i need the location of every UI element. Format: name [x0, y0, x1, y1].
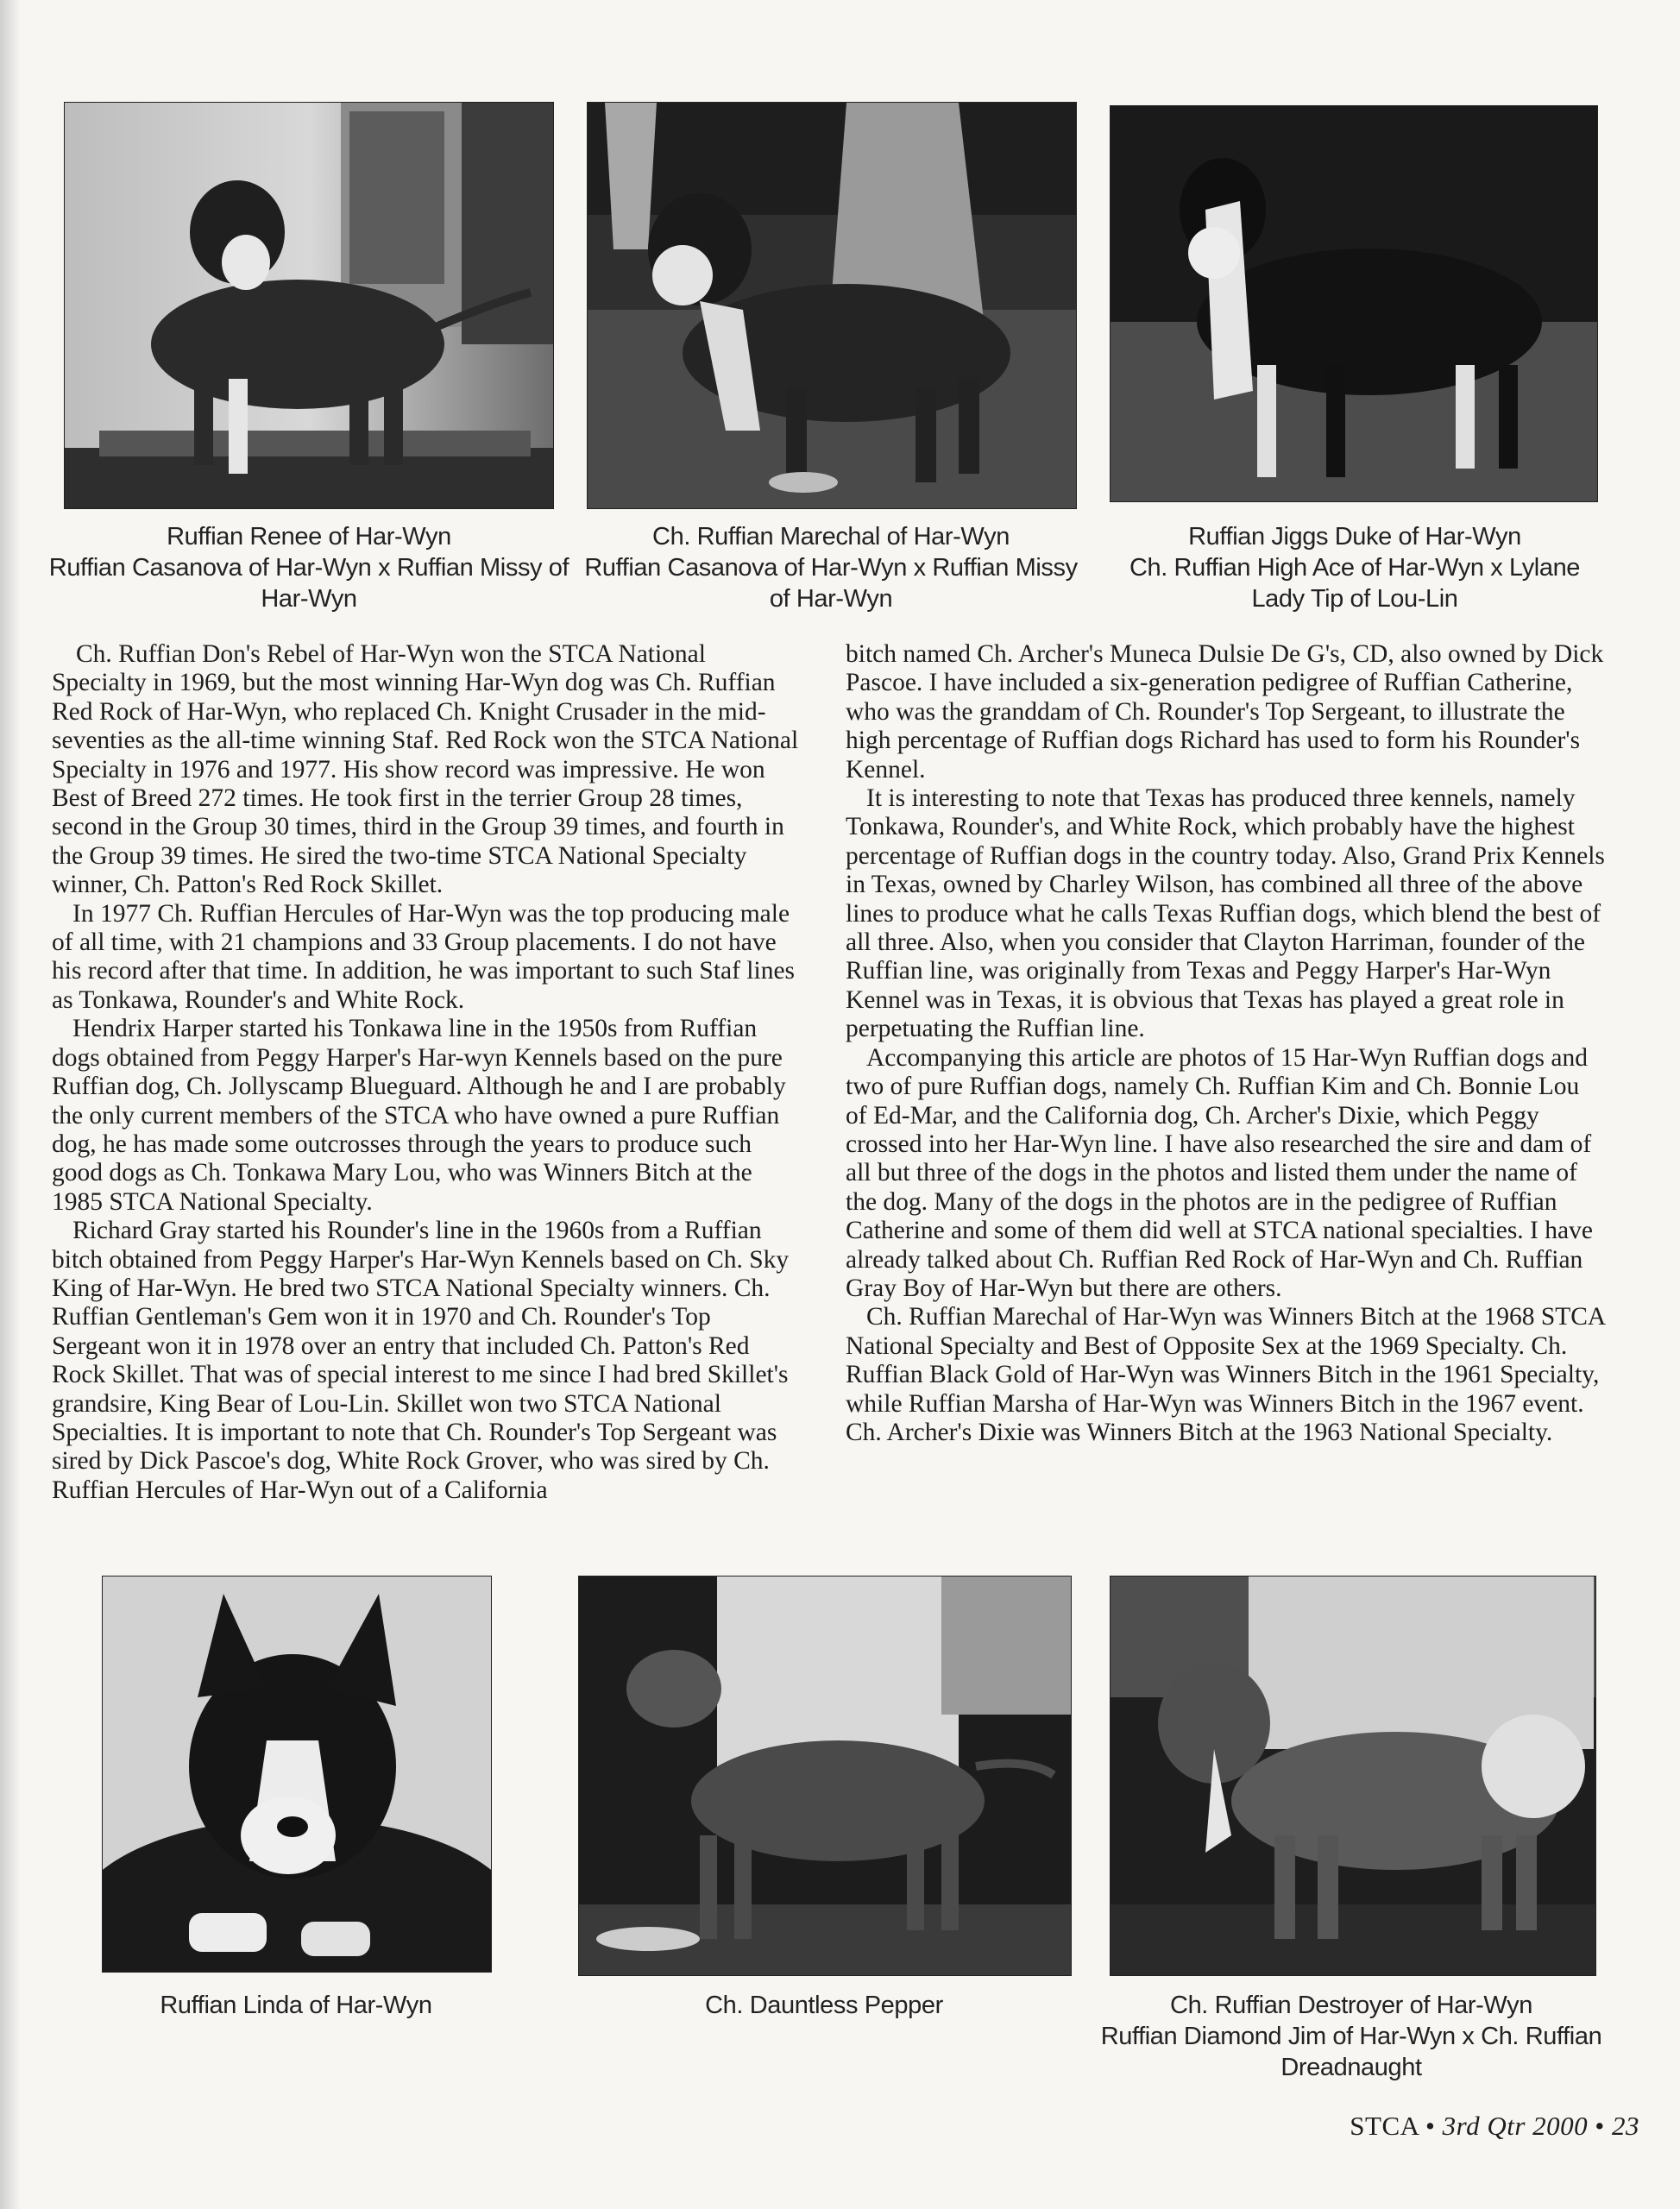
page-binding-shadow	[0, 0, 21, 2209]
caption-pedigree: Ch. Ruffian High Ace of Har-Wyn x Lylane Lady Tip of Lou-Lin	[1129, 554, 1581, 613]
caption-photo-6	[1092, 1990, 1610, 2083]
caption-photo-4	[95, 1990, 497, 2021]
footer-magazine: STCA	[1350, 2111, 1419, 2141]
photo-ruffian-jiggs-duke	[1110, 105, 1598, 502]
caption-pedigree: Ruffian Casanova of Har-Wyn x Ruffian Missy of Har-Wyn	[584, 554, 1078, 613]
footer-separator: •	[1425, 2111, 1436, 2141]
dog-photo-image	[588, 103, 1076, 508]
caption-photo-1	[43, 521, 575, 614]
photo-dauntless-pepper	[578, 1576, 1072, 1976]
caption-title: Ruffian Renee of Har-Wyn	[167, 523, 451, 551]
paragraph: Ch. Ruffian Don's Rebel of Har-Wyn won the STCA National Specialty in 1969, but the most winning Har-Wyn dog was Ch. Ruffian Red Rock of Har-Wyn, who replaced Ch. Knight Crusader in the mid-seventies as the all-time winning Staf. Red Rock won the STCA National Specialty in 1976 and 1977. His show record was impressive. He won Best of Breed 272 times. He took first in the terrier Group 28 times, second in the Group 30 times, third in the Group 39 times, and fourth in the Group 39 times. He sired the two-time STCA National Specialty winner, Ch. Patton's Red Rock Skillet.	[52, 640, 799, 899]
caption-pedigree: Ruffian Diamond Jim of Har-Wyn x Ch. Ruffian Dreadnaught	[1100, 2023, 1602, 2081]
photo-ruffian-marechal	[587, 102, 1077, 509]
article-right-column	[846, 640, 1605, 1447]
caption-title: Ruffian Jiggs Duke of Har-Wyn	[1188, 523, 1521, 551]
article-left-column	[52, 640, 799, 1505]
caption-photo-2	[578, 521, 1084, 614]
footer-issue: 3rd Qtr 2000	[1442, 2111, 1589, 2141]
footer-separator: •	[1595, 2111, 1605, 2141]
caption-photo-5	[595, 1990, 1053, 2021]
paragraph: In 1977 Ch. Ruffian Hercules of Har-Wyn was the top producing male of all time, with 21 champions and 33 Group placements. I do not have his record after that time. In addition, he was important to such Staf lines as Tonkawa, Rounder's and White Rock.	[52, 899, 796, 1014]
caption-title: Ch. Ruffian Marechal of Har-Wyn	[652, 523, 1010, 551]
paragraph: Accompanying this article are photos of 15 Har-Wyn Ruffian dogs and two of pure Ruffian dogs, namely Ch. Ruffian Kim and Ch. Bonnie Lou of Ed-Mar, and the California dog, Ch. Archer's Dixie, which Peggy crossed into her Har-Wyn line. I have also researched the sire and dam of all but three of the dogs in the photos and listed them under the name of the dog. Many of the dogs in the photos are in the pedigree of Ruffian Catherine and some of them did well at STCA national specialties. I have already talked about Ch. Ruffian Red Rock of Har-Wyn and Ch. Ruffian Gray Boy of Har-Wyn but there are others.	[846, 1043, 1593, 1302]
photo-ruffian-destroyer	[1110, 1576, 1596, 1976]
dog-photo-image	[65, 103, 553, 508]
photo-ruffian-renee	[64, 102, 554, 509]
footer-page-number: 23	[1612, 2111, 1639, 2141]
paragraph: It is interesting to note that Texas has produced three kennels, namely Tonkawa, Rounder's, and White Rock, which probably have the highest percentage of Ruffian dogs in the country today. Also, Grand Prix Kennels in Texas, owned by Charley Wilson, has combined all three of the above lines to produce what he calls Texas Ruffian dogs, which blend the best of all three. Also, when you consider that Clayton Harriman, founder of the Ruffian line, was originally from Texas and Peggy Harper's Har-Wyn Kennel was in Texas, it is obvious that Texas has played a great role in perpetuating the Ruffian line.	[846, 784, 1605, 1043]
page-footer	[1277, 2111, 1639, 2142]
dog-photo-image	[103, 1577, 491, 1972]
caption-title: Ch. Dauntless Pepper	[705, 1992, 943, 2019]
paragraph: bitch named Ch. Archer's Muneca Dulsie De G's, CD, also owned by Dick Pascoe. I have included a six-generation pedigree of Ruffian Catherine, who was the granddam of Ch. Rounder's Top Sergeant, to illustrate the high percentage of Ruffian dogs Richard has used to form his Rounder's Kennel.	[846, 640, 1604, 784]
dog-photo-image	[1111, 106, 1597, 501]
photo-ruffian-linda	[102, 1576, 492, 1973]
dog-photo-image	[579, 1577, 1071, 1975]
paragraph: Richard Gray started his Rounder's line in the 1960s from a Ruffian bitch obtained from Peggy Harper's Har-Wyn Kennels based on Ch. Sky King of Har-Wyn. He bred two STCA National Specialty winners. Ch. Ruffian Gentleman's Gem won it in 1970 and Ch. Rounder's Top Sergeant won it in 1978 over an entry that included Ch. Patton's Red Rock Skillet. That was of special interest to me since I had bred Skillet's grandsire, King Bear of Lou-Lin. Skillet won two STCA National Specialties. It is important to note that Ch. Rounder's Top Sergeant was sired by Dick Pascoe's dog, White Rock Grover, who was sired by Ch. Ruffian Hercules of Har-Wyn out of a California	[52, 1217, 790, 1504]
paragraph: Hendrix Harper started his Tonkawa line in the 1950s from Ruffian dogs obtained from Peggy Harper's Har-wyn Kennels based on the pure Ruffian dog, Ch. Jollyscamp Blueguard. Although he and I are probably the only current members of the STCA who have owned a pure Ruffian dog, he has made some outcrosses through the years to produce such good dogs as Ch. Tonkawa Mary Lou, who was Winners Bitch at the 1985 STCA National Specialty.	[52, 1015, 786, 1216]
caption-title: Ruffian Linda of Har-Wyn	[160, 1992, 432, 2019]
caption-pedigree: Ruffian Casanova of Har-Wyn x Ruffian Missy of Har-Wyn	[48, 554, 569, 613]
dog-photo-image	[1111, 1577, 1595, 1975]
caption-photo-3	[1104, 521, 1605, 614]
caption-title: Ch. Ruffian Destroyer of Har-Wyn	[1170, 1992, 1532, 2019]
paragraph: Ch. Ruffian Marechal of Har-Wyn was Winners Bitch at the 1968 STCA National Specialty and Best of Opposite Sex at the 1969 Specialty. Ch. Ruffian Black Gold of Har-Wyn was Winners Bitch in the 1961 Specialty, while Ruffian Marsha of Har-Wyn was Winners Bitch in the 1967 event. Ch. Archer's Dixie was Winners Bitch at the 1963 National Specialty.	[846, 1303, 1605, 1446]
